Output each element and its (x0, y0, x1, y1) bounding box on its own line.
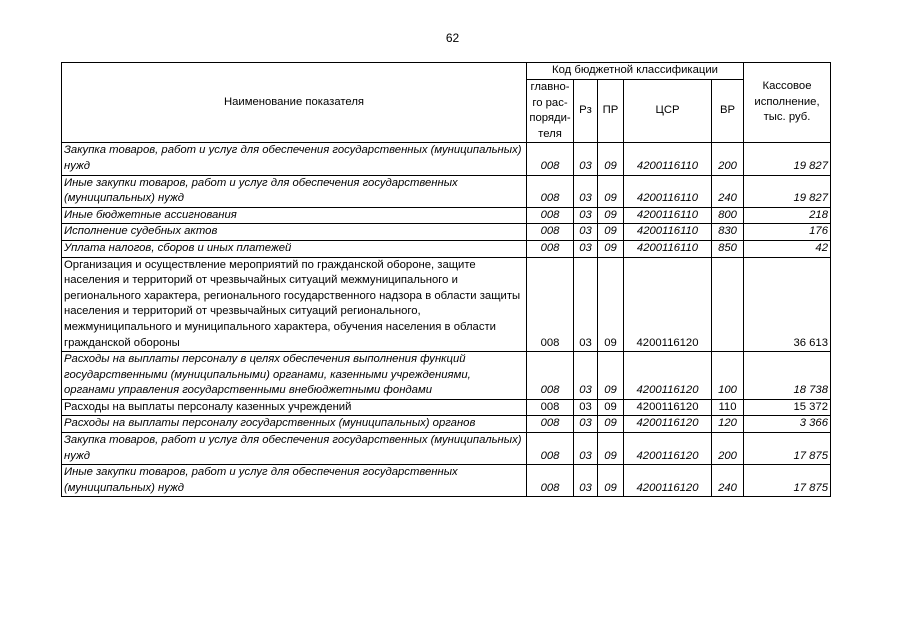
row-amount: 176 (744, 224, 831, 241)
table-row (62, 224, 831, 241)
row-csr: 4200116110 (624, 224, 712, 241)
row-pr: 09 (598, 175, 624, 207)
row-rz: 03 (574, 352, 598, 400)
budget-table (61, 62, 831, 497)
row-name: Иные бюджетные ассигнования (62, 207, 527, 224)
header-classification-group: Код бюджетной классификации (527, 63, 744, 80)
row-csr: 4200116120 (624, 399, 712, 416)
row-rz: 03 (574, 240, 598, 257)
row-vr: 830 (712, 224, 744, 241)
row-name: Исполнение судебных актов (62, 224, 527, 241)
row-amount: 3 366 (744, 416, 831, 433)
row-name: Расходы на выплаты персоналу казенных учреждений (62, 399, 527, 416)
row-name: Закупка товаров, работ и услуг для обеспечения государственных (муниципальных) нужд (62, 143, 527, 175)
table-row (62, 257, 831, 352)
row-rz: 03 (574, 416, 598, 433)
row-rz: 03 (574, 257, 598, 352)
row-name: Расходы на выплаты персоналу в целях обеспечения выполнения функций государственными (муниципальными) органами, казенными учреждениями, органами управления государственными внебюджетными фондами (62, 352, 527, 400)
row-csr: 4200116120 (624, 416, 712, 433)
row-vr: 240 (712, 465, 744, 497)
row-csr: 4200116110 (624, 143, 712, 175)
row-pr: 09 (598, 207, 624, 224)
row-name: Закупка товаров, работ и услуг для обеспечения государственных (муниципальных) нужд (62, 433, 527, 465)
header-admin: главно- го рас- поряди- теля (527, 80, 574, 143)
row-admin: 008 (527, 224, 574, 241)
header-vr: ВР (712, 80, 744, 143)
row-name: Иные закупки товаров, работ и услуг для обеспечения государственных (муниципальных) нужд (62, 175, 527, 207)
row-admin: 008 (527, 143, 574, 175)
table-row (62, 433, 831, 465)
table-row (62, 240, 831, 257)
page-number: 62 (445, 31, 460, 45)
row-amount: 36 613 (744, 257, 831, 352)
header-amount: Кассовое исполнение, тыс. руб. (744, 63, 831, 143)
row-name: Расходы на выплаты персоналу государственных (муниципальных) органов (62, 416, 527, 433)
row-vr: 240 (712, 175, 744, 207)
row-name: Иные закупки товаров, работ и услуг для обеспечения государственных (муниципальных) нужд (62, 465, 527, 497)
row-amount: 42 (744, 240, 831, 257)
table-row (62, 465, 831, 497)
row-admin: 008 (527, 257, 574, 352)
row-pr: 09 (598, 433, 624, 465)
row-vr: 120 (712, 416, 744, 433)
row-amount: 15 372 (744, 399, 831, 416)
row-name: Организация и осуществление мероприятий по гражданской обороне, защите населения и территорий от чрезвычайных ситуаций межмуниципального и регионального характера, регионального государственного надзора в области защиты населения и территорий от чрезвычайных ситуаций регионального, межмуниципального и муниципального характера, обучения населения в области гражданской обороны (62, 257, 527, 352)
row-amount: 19 827 (744, 175, 831, 207)
row-pr: 09 (598, 416, 624, 433)
row-csr: 4200116120 (624, 465, 712, 497)
row-vr: 800 (712, 207, 744, 224)
row-admin: 008 (527, 352, 574, 400)
row-name: Уплата налогов, сборов и иных платежей (62, 240, 527, 257)
row-rz: 03 (574, 465, 598, 497)
row-csr: 4200116110 (624, 175, 712, 207)
table-row (62, 416, 831, 433)
table-row (62, 399, 831, 416)
row-vr: 200 (712, 143, 744, 175)
row-admin: 008 (527, 416, 574, 433)
row-csr: 4200116120 (624, 257, 712, 352)
row-rz: 03 (574, 207, 598, 224)
header-rz: Рз (574, 80, 598, 143)
row-amount: 17 875 (744, 433, 831, 465)
row-vr: 200 (712, 433, 744, 465)
row-amount: 17 875 (744, 465, 831, 497)
row-csr: 4200116120 (624, 433, 712, 465)
row-csr: 4200116110 (624, 240, 712, 257)
row-amount: 218 (744, 207, 831, 224)
row-rz: 03 (574, 143, 598, 175)
row-csr: 4200116120 (624, 352, 712, 400)
row-admin: 008 (527, 207, 574, 224)
row-vr (712, 257, 744, 352)
row-admin: 008 (527, 399, 574, 416)
row-vr: 110 (712, 399, 744, 416)
row-pr: 09 (598, 257, 624, 352)
row-admin: 008 (527, 433, 574, 465)
table-row (62, 207, 831, 224)
row-amount: 18 738 (744, 352, 831, 400)
row-vr: 100 (712, 352, 744, 400)
table-row (62, 143, 831, 175)
row-rz: 03 (574, 399, 598, 416)
row-vr: 850 (712, 240, 744, 257)
row-rz: 03 (574, 433, 598, 465)
row-admin: 008 (527, 240, 574, 257)
row-rz: 03 (574, 224, 598, 241)
row-admin: 008 (527, 175, 574, 207)
row-pr: 09 (598, 352, 624, 400)
table-row (62, 175, 831, 207)
row-pr: 09 (598, 240, 624, 257)
row-pr: 09 (598, 143, 624, 175)
header-name: Наименование показателя (62, 63, 527, 143)
row-pr: 09 (598, 399, 624, 416)
row-pr: 09 (598, 465, 624, 497)
header-csr: ЦСР (624, 80, 712, 143)
row-rz: 03 (574, 175, 598, 207)
row-csr: 4200116110 (624, 207, 712, 224)
table-row (62, 352, 831, 400)
row-admin: 008 (527, 465, 574, 497)
header-pr: ПР (598, 80, 624, 143)
row-pr: 09 (598, 224, 624, 241)
row-amount: 19 827 (744, 143, 831, 175)
